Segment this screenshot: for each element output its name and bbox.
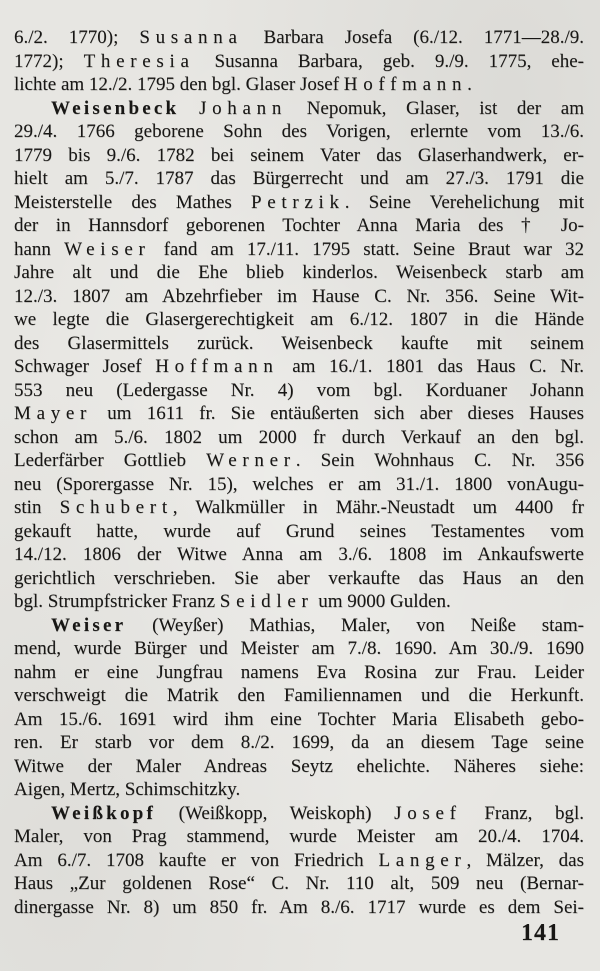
text-segment: Theresia <box>83 50 195 72</box>
text-segment: fand am 17./11. 1795 statt. Seine Braut war 32 <box>150 238 584 260</box>
text-segment: um 9000 Gulden. <box>313 591 451 612</box>
text-segment: . <box>467 74 472 95</box>
text-segment: Haus „Zur goldenen Rose“ C. Nr. 110 alt, 509 neu (Bernar- <box>14 873 584 894</box>
text-segment: Witwe der Maler Andreas Seytz ehelichte. Näheres siehe: <box>14 755 584 777</box>
text-segment: bgl. Strumpfstricker Franz <box>14 591 220 612</box>
text-segment: des Glasermittels zurück. Weisenbeck kaufte mit seinem <box>14 332 584 354</box>
text-segment: , Mälzer, das <box>466 849 584 871</box>
text-segment: 553 neu (Ledergasse Nr. 4) vom bgl. Korduaner Johann <box>14 379 584 401</box>
text-line <box>14 26 584 50</box>
text-segment: schon am 5./6. 1802 um 2000 fr durch Verkauf an den bgl. <box>14 426 584 448</box>
text-line <box>14 496 584 520</box>
text-segment: Hoffmann <box>343 74 468 95</box>
text-line <box>14 778 584 802</box>
text-line <box>14 214 584 238</box>
text-line <box>14 825 584 849</box>
page-text <box>14 26 584 919</box>
text-segment: Am 6./7. 1708 kaufte er von Friedrich <box>14 849 379 871</box>
text-segment: Weiser <box>64 238 151 260</box>
text-line <box>14 590 584 614</box>
text-segment: Langer <box>378 849 467 871</box>
text-segment: Jahre alt und die Ehe blieb kinderlos. Weisenbeck starb am <box>14 262 584 283</box>
text-segment: gerichtlich verschrieben. Sie aber verkaufte das Haus an den <box>14 567 584 589</box>
text-line <box>14 379 584 403</box>
text-line <box>14 684 584 708</box>
text-line <box>14 449 584 473</box>
text-line <box>14 543 584 567</box>
text-line <box>14 97 584 121</box>
text-line <box>14 755 584 779</box>
text-line <box>14 167 584 191</box>
text-segment: verschweigt die Matrik den Familiennamen und die Herkunft. <box>14 685 584 706</box>
text-segment: lichte am 12./2. 1795 den bgl. Glaser Josef <box>14 74 344 95</box>
text-line <box>14 238 584 262</box>
text-line <box>14 355 584 379</box>
text-line <box>14 191 584 215</box>
text-segment: ren. Er starb vor dem 8./2. 1699, da an diesem Tage seine <box>14 732 584 753</box>
text-segment: stin <box>14 497 60 518</box>
text-line <box>14 308 584 332</box>
text-line <box>14 73 584 97</box>
text-segment: we legte die Glasergerechtigkeit am 6./12. 1807 in die Hände <box>14 309 584 330</box>
text-line <box>14 731 584 755</box>
text-line <box>14 614 584 638</box>
text-segment: nahm er eine Jungfrau namens Eva Rosina zur Frau. Leider <box>14 661 584 683</box>
text-segment: . Sein Wohnhaus C. Nr. 356 <box>295 450 584 471</box>
entry-heading: Weißkopf <box>51 802 157 824</box>
text-line <box>14 332 584 356</box>
text-segment: gekauft hatte, wurde auf Grund seines Testamentes vom <box>14 520 584 542</box>
text-line <box>14 261 584 285</box>
text-segment: Am 15./6. 1691 wird ihm eine Tochter Maria Elisabeth gebo- <box>14 708 584 730</box>
text-line <box>14 661 584 685</box>
text-segment: Petrzik <box>251 191 345 213</box>
text-line <box>14 473 584 497</box>
text-line <box>14 426 584 450</box>
text-segment: 12./3. 1807 am Abzehrfieber im Hause C. Nr. 356. Seine Wit- <box>14 285 584 307</box>
text-segment: dinergasse Nr. 8) um 850 fr. Am 8./6. 1717 wurde es dem Sei- <box>14 896 584 918</box>
text-segment: 14./12. 1806 der Witwe Anna am 3./6. 1808 im Ankaufswerte <box>14 544 584 565</box>
text-segment: Schubert <box>59 497 173 518</box>
text-segment: 29./4. 1766 geborene Sohn des Vorigen, erlernte vom 13./6. <box>14 121 584 142</box>
text-segment: Susanna Barbara, geb. 9./9. 1775, ehe- <box>194 50 585 72</box>
text-segment: Josef <box>394 802 462 824</box>
text-line <box>14 872 584 896</box>
text-segment: 1779 bis 9./6. 1782 bei seinem Vater das Glaserhandwerk, er- <box>14 144 584 166</box>
text-segment: 1772); <box>14 50 84 72</box>
text-segment: Nepomuk, Glaser, ist der am <box>287 97 584 119</box>
text-segment: um 1611 fr. Sie entäußerten sich aber dieses Hauses <box>92 403 584 424</box>
text-line <box>14 520 584 544</box>
text-segment: Hoffmann <box>155 356 279 377</box>
text-segment: Franz, bgl. <box>461 802 584 824</box>
text-segment: 6./2. 1770); <box>14 27 140 48</box>
text-segment: hann <box>14 238 65 260</box>
text-line <box>14 285 584 309</box>
text-segment: (Weyßer) Mathias, Maler, von Neiße stam- <box>126 614 584 636</box>
text-line <box>14 637 584 661</box>
text-segment: Susanna <box>139 27 243 48</box>
text-segment: Johann <box>199 97 288 119</box>
text-segment: Schwager Josef <box>14 356 156 377</box>
text-segment: Meisterstelle des Mathes <box>14 191 251 213</box>
entry-heading: Weisenbeck <box>51 97 180 119</box>
text-line <box>14 802 584 826</box>
text-segment: Lederfärber Gottlieb <box>14 450 207 471</box>
page-number: 141 <box>521 920 560 946</box>
text-segment: , Walkmüller in Mähr.-Neustadt um 4400 fr <box>172 497 585 518</box>
text-segment: hielt am 5./7. 1787 das Bürgerrecht und am 27./3. 1791 die <box>14 168 584 189</box>
text-segment: Barbara Josefa (6./12. 1771—28./9. <box>242 27 584 48</box>
text-line <box>14 567 584 591</box>
text-segment: neu (Sporergasse Nr. 15), welches er am 31./1. 1800 vonAugu- <box>14 473 584 495</box>
text-segment: Mayer <box>14 403 93 424</box>
text-segment: Werner <box>206 450 296 471</box>
text-segment: Seidler <box>219 591 314 612</box>
text-line <box>14 849 584 873</box>
text-line <box>14 708 584 732</box>
text-segment: am 16./1. 1801 das Haus C. Nr. <box>278 356 584 377</box>
text-line <box>14 144 584 168</box>
entry-heading: Weiser <box>51 614 127 636</box>
text-segment <box>179 98 199 119</box>
text-line <box>14 402 584 426</box>
text-segment: mend, wurde Bürger und Meister am 7./8. 1690. Am 30./9. 1690 <box>14 638 584 659</box>
text-line <box>14 120 584 144</box>
text-segment: Maler, von Prag stammend, wurde Meister am 20./4. 1704. <box>14 826 584 847</box>
text-segment: Aigen, Mertz, Schimschitzky. <box>14 779 241 800</box>
text-segment: (Weißkopp, Weiskoph) <box>156 802 395 824</box>
text-segment: . Seine Verehelichung mit <box>344 191 585 213</box>
text-segment: der in Hannsdorf geborenen Tochter Anna Maria des † Jo- <box>14 215 584 236</box>
text-line <box>14 50 584 74</box>
text-line <box>14 896 584 920</box>
